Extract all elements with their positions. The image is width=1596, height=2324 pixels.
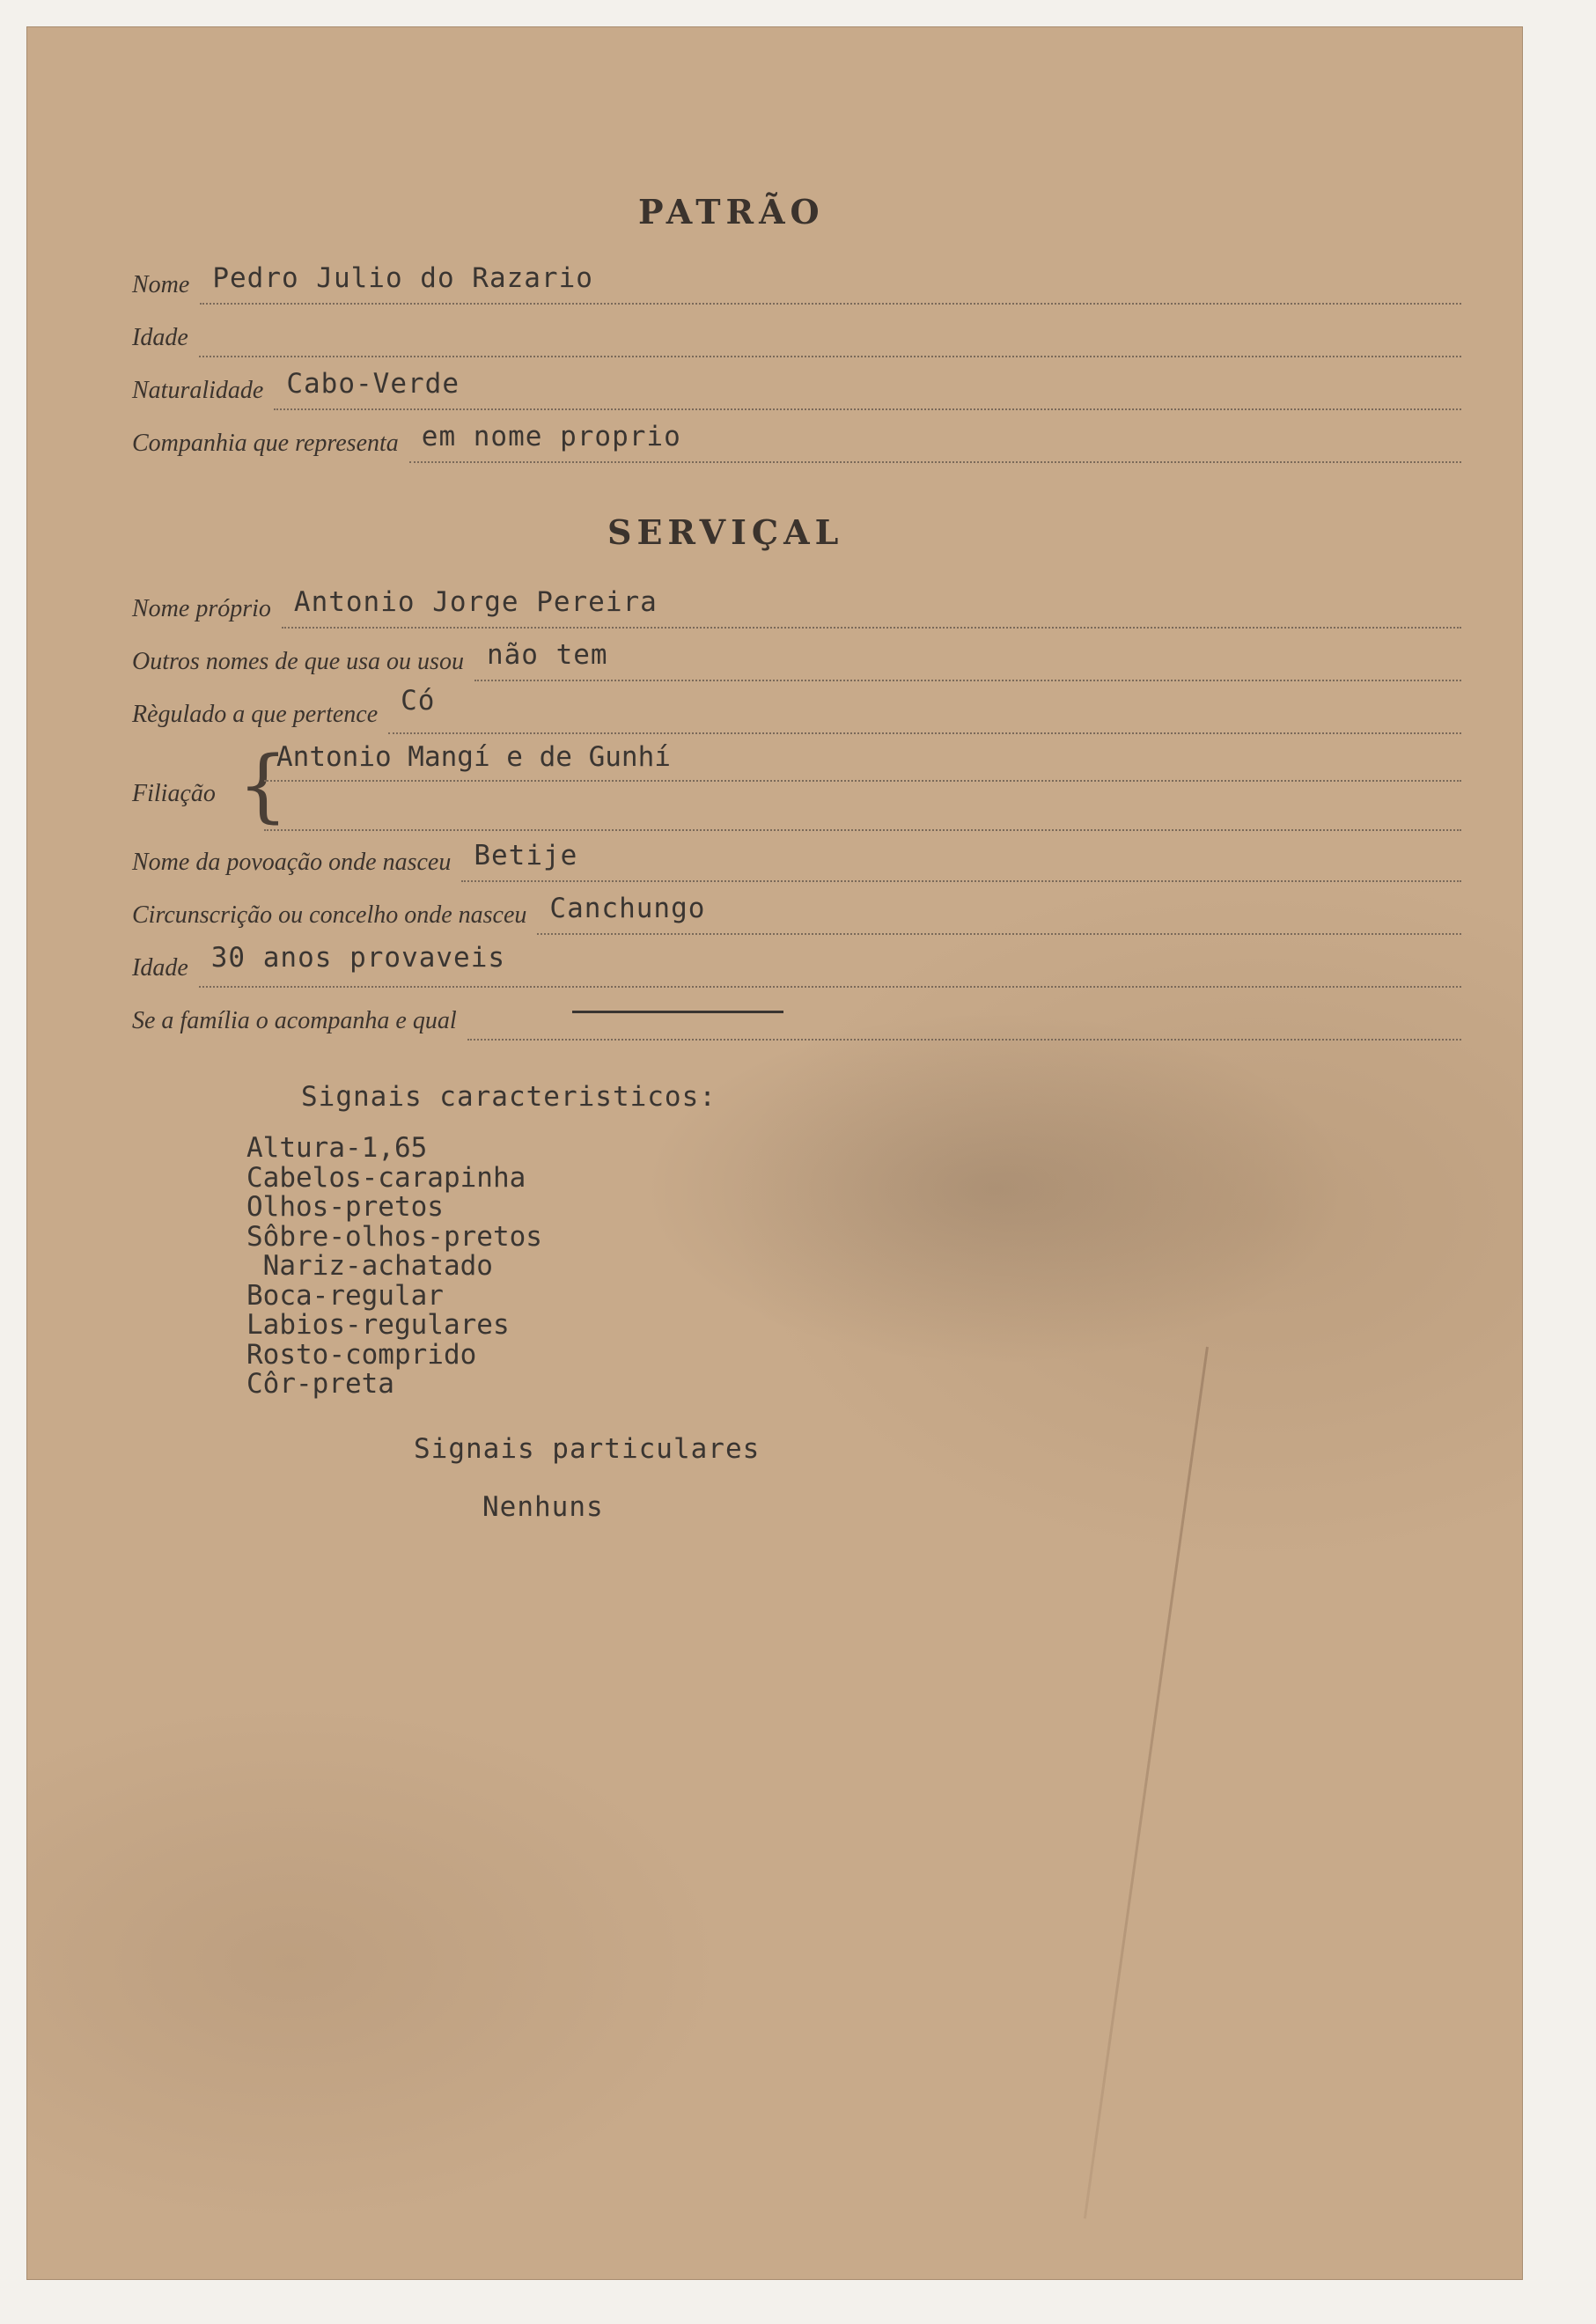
servical-familia-label: Se a família o acompanha e qual	[132, 1007, 457, 1034]
servical-filiacao-label: Filiação	[132, 780, 216, 807]
servical-nome-proprio-label: Nome próprio	[132, 595, 271, 622]
caracteristico-item: Altura-1,65	[246, 1132, 428, 1164]
caracteristico-item: Olhos-pretos	[246, 1191, 444, 1223]
servical-familia-line	[467, 1000, 1461, 1041]
servical-regulado-label: Règulado a que pertence	[132, 701, 379, 728]
servical-nome-proprio-value: Antonio Jorge Pereira	[293, 586, 658, 618]
caracteristico-item: Nariz-achatado	[246, 1250, 493, 1282]
document-page	[26, 26, 1523, 2280]
patrao-naturalidade-line	[274, 370, 1461, 410]
servical-filiacao-field	[132, 739, 1461, 836]
servical-nome-proprio-line	[282, 588, 1461, 629]
servical-outros-nomes-line	[474, 641, 1461, 681]
signais-caracteristicos-title: Signais caracteristicos:	[301, 1081, 717, 1113]
servical-nome-proprio-field	[132, 586, 1461, 629]
servical-circunscricao-label: Circunscrição ou concelho onde nasceu	[132, 901, 527, 929]
servical-circunscricao-line	[537, 894, 1461, 935]
servical-povoacao-field	[132, 840, 1461, 882]
caracteristico-item: Côr-preta	[246, 1368, 394, 1400]
paper-crease	[1084, 1347, 1209, 2219]
caracteristico-item: Boca-regular	[246, 1279, 444, 1312]
patrao-nome-line	[200, 264, 1461, 305]
patrao-idade-line	[199, 317, 1461, 357]
servical-filiacao-line-2	[264, 789, 1461, 831]
caracteristico-item: Sôbre-olhos-pretos	[246, 1220, 542, 1253]
servical-outros-nomes-field	[132, 639, 1461, 681]
servical-outros-nomes-label: Outros nomes de que usa ou usou	[132, 648, 464, 675]
servical-outros-nomes-value: não tem	[486, 639, 608, 671]
filiacao-brace: {	[238, 739, 289, 832]
caracteristico-item: Cabelos-carapinha	[246, 1161, 526, 1194]
patrao-naturalidade-label: Naturalidade	[132, 377, 264, 404]
servical-familia-field	[132, 998, 1461, 1041]
servical-povoacao-line	[461, 842, 1461, 882]
servical-regulado-field	[132, 685, 1461, 734]
signais-particulares-title: Signais particulares	[414, 1433, 761, 1465]
servical-povoacao-value: Betije	[474, 840, 578, 872]
servical-idade-value: 30 anos provaveis	[210, 942, 506, 974]
signais-caracteristicos-list	[246, 1134, 542, 1400]
patrao-idade-label: Idade	[132, 324, 188, 351]
servical-filiacao-line-1	[264, 739, 1461, 782]
servical-regulado-value: Có	[401, 685, 436, 717]
patrao-naturalidade-field	[132, 368, 1461, 410]
patrao-nome-value: Pedro Julio do Razario	[212, 262, 593, 294]
caracteristico-item: Rosto-comprido	[246, 1338, 477, 1371]
patrao-naturalidade-value: Cabo-Verde	[286, 368, 460, 400]
patrao-companhia-value: em nome proprio	[421, 421, 681, 452]
servical-filiacao-value: Antonio Mangí e de Gunhí	[276, 741, 671, 773]
patrao-companhia-line	[409, 423, 1461, 463]
familia-dash-mark	[572, 1011, 783, 1013]
servical-povoacao-label: Nome da povoação onde nasceu	[132, 849, 452, 876]
patrao-nome-field	[132, 262, 1461, 305]
caracteristico-item: Labios-regulares	[246, 1309, 510, 1341]
servical-idade-label: Idade	[132, 954, 188, 982]
servical-regulado-line	[388, 685, 1461, 734]
patrao-heading: PATRÃO	[638, 192, 825, 232]
patrao-companhia-label: Companhia que representa	[132, 430, 399, 457]
servical-idade-line	[199, 942, 1461, 988]
signais-particulares-value: Nenhuns	[482, 1491, 604, 1523]
servical-circunscricao-field	[132, 893, 1461, 935]
servical-heading: SERVIÇAL	[607, 512, 844, 552]
patrao-idade-field	[132, 315, 1461, 357]
servical-idade-field	[132, 942, 1461, 988]
servical-circunscricao-value: Canchungo	[549, 893, 706, 924]
patrao-nome-label: Nome	[132, 271, 190, 298]
patrao-companhia-field	[132, 421, 1461, 463]
